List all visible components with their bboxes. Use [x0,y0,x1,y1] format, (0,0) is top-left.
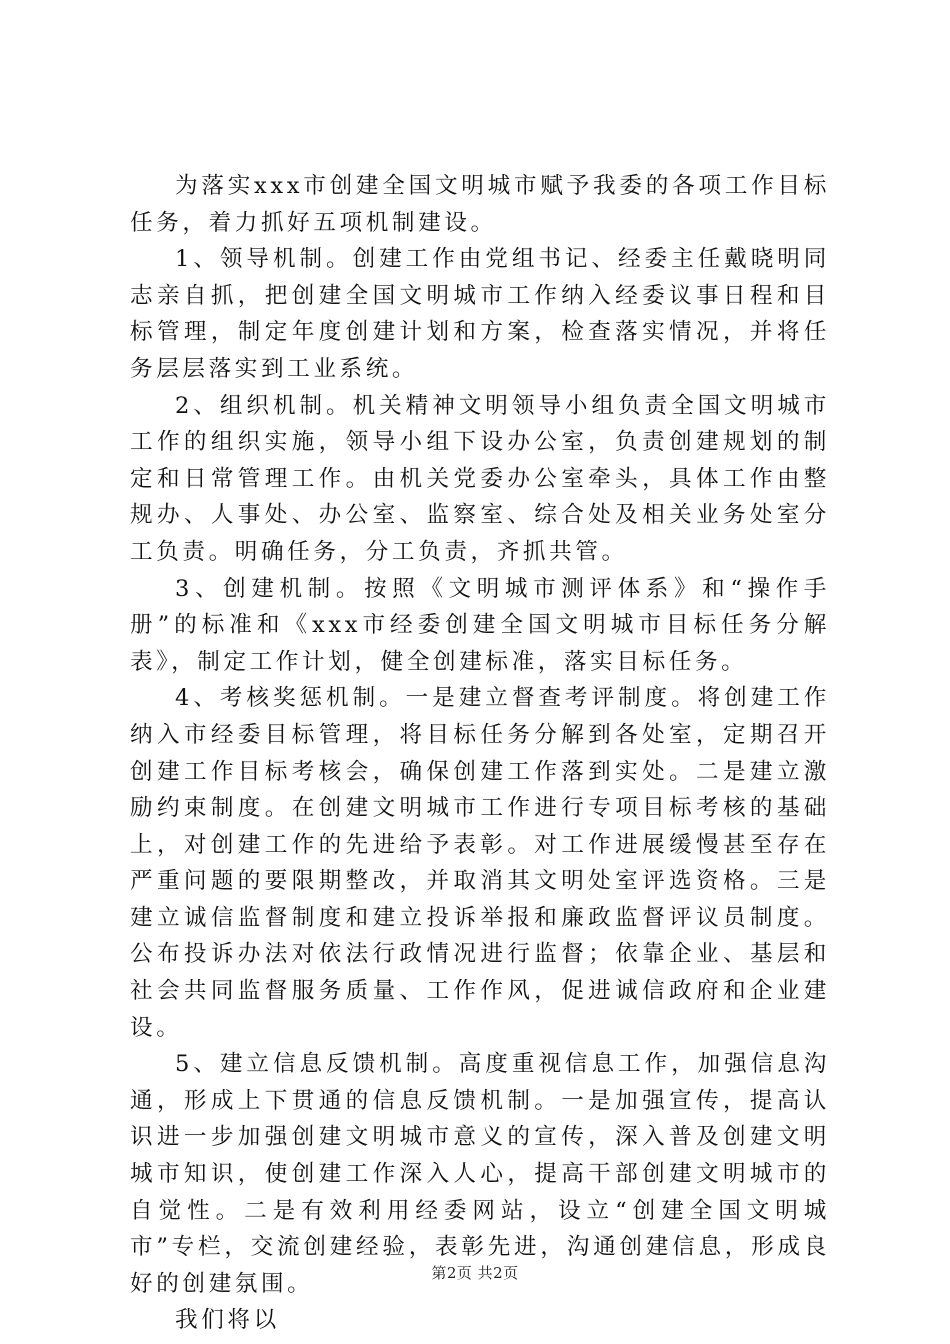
paragraph-creation-mechanism: 3、创建机制。按照《文明城市测评体系》和“操作手册”的标准和《xxx市经委创建全国文明城市目标任务分解表》，制定工作计划，健全创建标准，落实目标任务。 [130,575,830,675]
paragraph-closing: 我们将以 [175,1307,280,1334]
paragraph-assessment-mechanism: 4、考核奖惩机制。一是建立督查考评制度。将创建工作纳入市经委目标管理，将目标任务分解到各处室，定期召开创建工作目标考核会，确保创建工作落到实处。二是建立激励约束制度。在创建文明城市工作进行专项目标考核的基础上，对创建工作的先进给予表彰。对工作进展缓慢甚至存在严重问题的要限期整改，并取消其文明处室评选资格。三是建立诚信监督制度和建立投诉举报和廉政监督评议员制度。公布投诉办法对依法行政情况进行监督；依靠企业、基层和社会共同监督服务质量、工作作风，促进诚信政府和企业建设。 [130,685,830,1041]
paragraph-organization-mechanism: 2、组织机制。机关精神文明领导小组负责全国文明城市工作的组织实施，领导小组下设办公室，负责创建规划的制定和日常管理工作。由机关党委办公室牵头，具体工作由整规办、人事处、办公室、监察室、综合处及相关业务处室分工负责。明确任务，分工负责，齐抓共管。 [130,392,830,565]
paragraph-feedback-mechanism: 5、建立信息反馈机制。高度重视信息工作，加强信息沟通，形成上下贯通的信息反馈机制。一是加强宣传，提高认识进一步加强创建文明城市意义的宣传，深入普及创建文明城市知识，使创建工作深入人心，提高干部创建文明城市的自觉性。二是有效利用经委网站，设立“创建全国文明城市”专栏，交流创建经验，表彰先进，沟通创建信息，形成良好的创建氛围。 [130,1051,830,1297]
paragraph-intro: 为落实xxx市创建全国文明城市赋予我委的各项工作目标任务，着力抓好五项机制建设。 [130,173,830,236]
page-number-footer: 第2页 共2页 [431,1264,519,1282]
document-body [130,168,830,1339]
paragraph-leadership-mechanism: 1、领导机制。创建工作由党组书记、经委主任戴晓明同志亲自抓，把创建全国文明城市工作纳入经委议事日程和目标管理，制定年度创建计划和方案，检查落实情况，并将任务层层落实到工业系统。 [130,246,830,382]
